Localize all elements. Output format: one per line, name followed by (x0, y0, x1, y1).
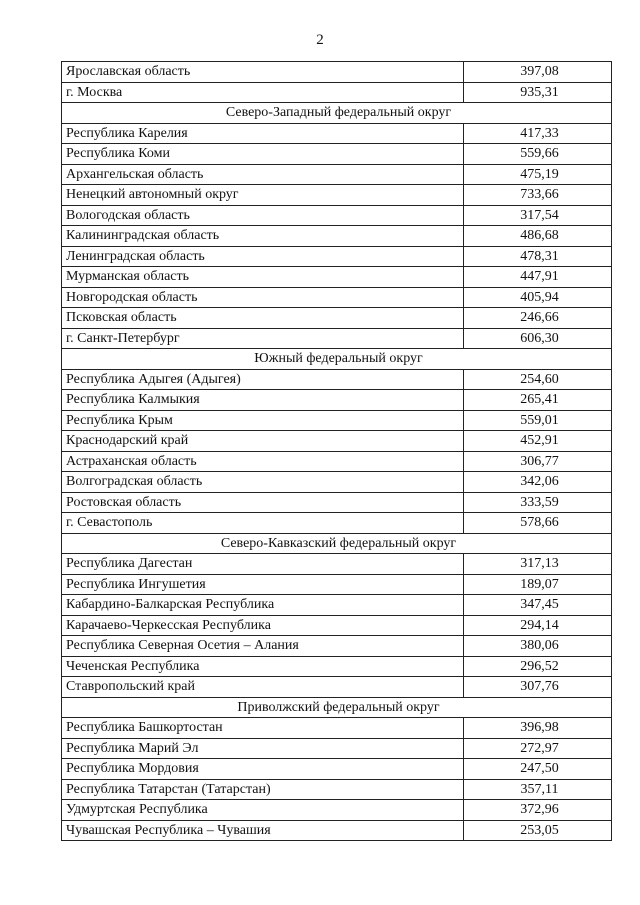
region-value-cell: 559,66 (464, 144, 612, 165)
region-name-cell: Удмуртская Республика (62, 800, 464, 821)
region-name-cell: Республика Ингушетия (62, 574, 464, 595)
region-value-cell: 396,98 (464, 718, 612, 739)
region-name-cell: Ставропольский край (62, 677, 464, 698)
region-name-cell: Калининградская область (62, 226, 464, 247)
table-row (62, 287, 612, 308)
region-value-cell: 317,54 (464, 205, 612, 226)
table-row (62, 779, 612, 800)
table-row (62, 738, 612, 759)
region-name-cell: г. Москва (62, 82, 464, 103)
table-row (62, 513, 612, 534)
table-row (62, 636, 612, 657)
table-row (62, 369, 612, 390)
region-name-cell: Республика Марий Эл (62, 738, 464, 759)
region-value-cell: 333,59 (464, 492, 612, 513)
region-name-cell: Архангельская область (62, 164, 464, 185)
region-name-cell: Астраханская область (62, 451, 464, 472)
region-name-cell: Ненецкий автономный округ (62, 185, 464, 206)
region-name-cell: Республика Башкортостан (62, 718, 464, 739)
table-row (62, 185, 612, 206)
table-row (62, 308, 612, 329)
table-row (62, 820, 612, 841)
region-name-cell: Ростовская область (62, 492, 464, 513)
table-row (62, 759, 612, 780)
region-value-cell: 380,06 (464, 636, 612, 657)
table-row (62, 62, 612, 83)
region-value-cell: 559,01 (464, 410, 612, 431)
region-value-cell: 347,45 (464, 595, 612, 616)
region-name-cell: Новгородская область (62, 287, 464, 308)
region-name-cell: Карачаево-Черкесская Республика (62, 615, 464, 636)
table-row (62, 390, 612, 411)
region-name-cell: Краснодарский край (62, 431, 464, 452)
table-row (62, 123, 612, 144)
region-value-cell: 935,31 (464, 82, 612, 103)
region-value-cell: 265,41 (464, 390, 612, 411)
region-name-cell: Псковская область (62, 308, 464, 329)
region-value-cell: 397,08 (464, 62, 612, 83)
region-name-cell: Ярославская область (62, 62, 464, 83)
region-value-cell: 253,05 (464, 820, 612, 841)
region-value-cell: 417,33 (464, 123, 612, 144)
federal-district-header: Северо-Кавказский федеральный округ (62, 533, 612, 554)
table-row (62, 451, 612, 472)
region-value-cell: 254,60 (464, 369, 612, 390)
table-row (62, 431, 612, 452)
table-row (62, 492, 612, 513)
region-name-cell: Мурманская область (62, 267, 464, 288)
section-header-row (62, 349, 612, 370)
region-value-cell: 296,52 (464, 656, 612, 677)
region-value-cell: 578,66 (464, 513, 612, 534)
section-header-row (62, 103, 612, 124)
region-value-cell: 447,91 (464, 267, 612, 288)
table-row (62, 164, 612, 185)
region-name-cell: Чувашская Республика – Чувашия (62, 820, 464, 841)
table-row (62, 574, 612, 595)
section-header-row (62, 697, 612, 718)
region-value-cell: 475,19 (464, 164, 612, 185)
table-row (62, 800, 612, 821)
region-value-cell: 357,11 (464, 779, 612, 800)
table-row (62, 472, 612, 493)
table-row (62, 144, 612, 165)
section-header-row (62, 533, 612, 554)
region-value-cell: 317,13 (464, 554, 612, 575)
region-value-cell: 306,77 (464, 451, 612, 472)
region-value-cell: 405,94 (464, 287, 612, 308)
regions-table (61, 61, 612, 841)
region-value-cell: 294,14 (464, 615, 612, 636)
region-name-cell: Республика Калмыкия (62, 390, 464, 411)
region-value-cell: 307,76 (464, 677, 612, 698)
region-value-cell: 478,31 (464, 246, 612, 267)
region-name-cell: Республика Коми (62, 144, 464, 165)
table-row (62, 718, 612, 739)
region-name-cell: г. Севастополь (62, 513, 464, 534)
table-row (62, 656, 612, 677)
region-value-cell: 246,66 (464, 308, 612, 329)
region-name-cell: г. Санкт-Петербург (62, 328, 464, 349)
region-value-cell: 372,96 (464, 800, 612, 821)
table-row (62, 615, 612, 636)
region-name-cell: Республика Мордовия (62, 759, 464, 780)
table-row (62, 410, 612, 431)
region-value-cell: 452,91 (464, 431, 612, 452)
region-name-cell: Кабардино-Балкарская Республика (62, 595, 464, 616)
region-value-cell: 189,07 (464, 574, 612, 595)
federal-district-header: Приволжский федеральный округ (62, 697, 612, 718)
table-row (62, 554, 612, 575)
region-value-cell: 342,06 (464, 472, 612, 493)
table-row (62, 82, 612, 103)
region-name-cell: Ленинградская область (62, 246, 464, 267)
region-name-cell: Вологодская область (62, 205, 464, 226)
region-value-cell: 272,97 (464, 738, 612, 759)
table-body (62, 62, 612, 841)
table-row (62, 328, 612, 349)
table-row (62, 226, 612, 247)
table-row (62, 246, 612, 267)
region-name-cell: Чеченская Республика (62, 656, 464, 677)
table-row (62, 595, 612, 616)
region-name-cell: Республика Адыгея (Адыгея) (62, 369, 464, 390)
region-name-cell: Республика Крым (62, 410, 464, 431)
region-name-cell: Республика Карелия (62, 123, 464, 144)
table-row (62, 267, 612, 288)
region-value-cell: 733,66 (464, 185, 612, 206)
region-name-cell: Волгоградская область (62, 472, 464, 493)
region-name-cell: Республика Татарстан (Татарстан) (62, 779, 464, 800)
region-name-cell: Республика Северная Осетия – Алания (62, 636, 464, 657)
region-value-cell: 247,50 (464, 759, 612, 780)
page-number: 2 (316, 32, 324, 48)
federal-district-header: Южный федеральный округ (62, 349, 612, 370)
table-row (62, 677, 612, 698)
federal-district-header: Северо-Западный федеральный округ (62, 103, 612, 124)
region-value-cell: 606,30 (464, 328, 612, 349)
region-name-cell: Республика Дагестан (62, 554, 464, 575)
region-value-cell: 486,68 (464, 226, 612, 247)
table-row (62, 205, 612, 226)
